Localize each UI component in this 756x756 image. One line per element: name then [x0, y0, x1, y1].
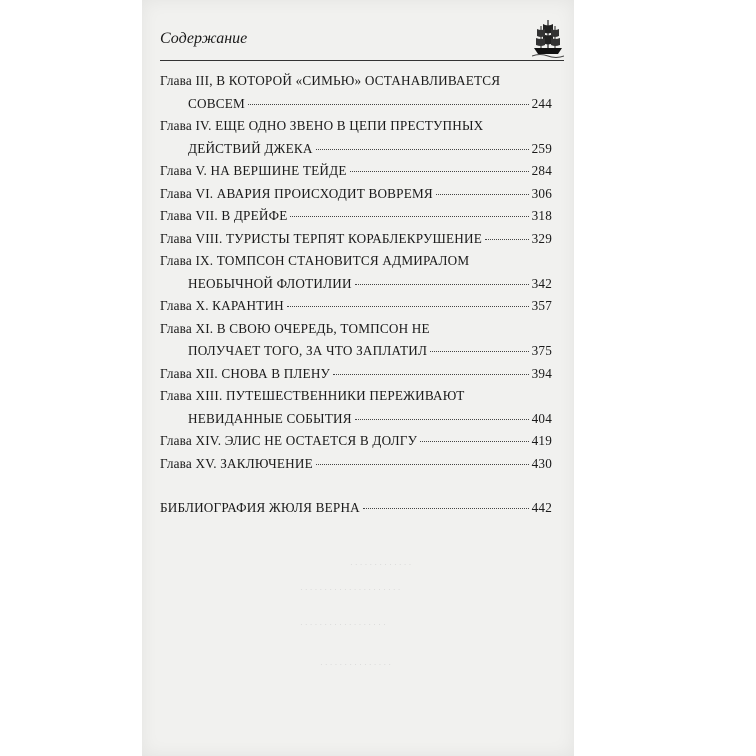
toc-page-number: 404 — [531, 410, 552, 426]
toc-entry-row — [160, 205, 552, 228]
toc-entry — [160, 295, 552, 318]
toc-entry — [160, 70, 552, 115]
dot-leader — [363, 508, 529, 509]
toc-entry-title-line: ПОЛУЧАЕТ ТОГО, ЗА ЧТО ЗАПЛАТИЛ — [188, 343, 428, 358]
toc-entry-title-line: Глава III, В КОТОРОЙ «СИМЬЮ» ОСТАНАВЛИВАЕТСЯ — [160, 73, 501, 88]
header-rule — [160, 60, 564, 61]
dot-leader — [333, 374, 529, 375]
toc-entry — [160, 183, 552, 206]
toc-entry-title-line: Глава IV. ЕЩЕ ОДНО ЗВЕНО В ЦЕПИ ПРЕСТУПНЫХ — [160, 118, 484, 133]
toc-entry — [160, 115, 552, 160]
toc-page-number: 375 — [531, 343, 552, 358]
dot-leader — [485, 239, 529, 240]
table-of-contents — [160, 70, 552, 520]
dot-leader — [316, 149, 529, 150]
toc-entry — [160, 497, 552, 520]
toc-entry — [160, 160, 552, 183]
toc-entry-row — [160, 93, 552, 116]
toc-page-number: 284 — [531, 163, 552, 178]
toc-page-number: 430 — [531, 455, 552, 471]
toc-entry — [160, 453, 552, 476]
toc-entry-row — [160, 408, 552, 431]
toc-entry-row — [160, 430, 552, 453]
toc-entry-row — [160, 497, 552, 520]
toc-entry-title-line: Глава X. КАРАНТИН — [160, 298, 284, 313]
toc-entry-row — [160, 160, 552, 183]
toc-entry-row — [160, 138, 552, 161]
toc-entry — [160, 250, 552, 295]
toc-entry-row — [160, 295, 552, 318]
page-title: Содержание — [160, 30, 248, 47]
toc-entry-row — [160, 363, 552, 386]
toc-page-number: 357 — [531, 298, 552, 313]
dot-leader — [355, 419, 529, 420]
dot-leader — [436, 194, 529, 195]
toc-page-number: 318 — [531, 208, 552, 223]
toc-entry-title-line: СОВСЕМ — [188, 95, 245, 111]
toc-entry-row — [160, 340, 552, 363]
toc-page-number: 419 — [531, 433, 552, 448]
dot-leader — [248, 104, 529, 105]
toc-entry-title-line: Глава XV. ЗАКЛЮЧЕНИЕ — [160, 455, 313, 471]
sailing-ship-icon — [532, 18, 564, 58]
toc-page-number: 329 — [531, 230, 552, 246]
toc-entry — [160, 430, 552, 453]
dot-leader — [287, 306, 529, 307]
page-header — [160, 18, 570, 62]
toc-entry-title-line: Глава IX. ТОМПСОН СТАНОВИТСЯ АДМИРАЛОМ — [160, 253, 470, 268]
toc-page-number: 259 — [531, 140, 552, 156]
toc-entry-row — [160, 228, 552, 251]
toc-page-number: 306 — [531, 185, 552, 201]
toc-entry-title-line: Глава XIII. ПУТЕШЕСТВЕННИКИ ПЕРЕЖИВАЮТ — [160, 388, 465, 403]
toc-entry-title-line: Глава VI. АВАРИЯ ПРОИСХОДИТ ВОВРЕМЯ — [160, 185, 433, 201]
toc-entry-row — [160, 273, 552, 296]
toc-entry — [160, 228, 552, 251]
toc-entry — [160, 318, 552, 363]
toc-entry-title-line: Глава XII. СНОВА В ПЛЕНУ — [160, 365, 331, 381]
dot-leader — [350, 171, 529, 172]
toc-entry-row — [160, 183, 552, 206]
toc-entry-title-line: Глава XIV. ЭЛИС НЕ ОСТАЕТСЯ В ДОЛГУ — [160, 433, 418, 448]
toc-page-number: 342 — [531, 275, 552, 291]
toc-entry-title-line: БИБЛИОГРАФИЯ ЖЮЛЯ ВЕРНА — [160, 500, 360, 515]
toc-entry-title-line: НЕОБЫЧНОЙ ФЛОТИЛИИ — [188, 275, 352, 291]
dot-leader — [430, 351, 528, 352]
dot-leader — [420, 441, 528, 442]
toc-entry-title-line: НЕВИДАННЫЕ СОБЫТИЯ — [188, 410, 352, 426]
toc-entry — [160, 385, 552, 430]
toc-entry-title-line: Глава VIII. ТУРИСТЫ ТЕРПЯТ КОРАБЛЕКРУШЕНИЕ — [160, 230, 482, 246]
toc-entry-title-line: Глава V. НА ВЕРШИНЕ ТЕЙДЕ — [160, 163, 347, 178]
dot-leader — [290, 216, 528, 217]
toc-page-number: 394 — [531, 365, 552, 381]
toc-spacer — [160, 475, 552, 497]
toc-entry — [160, 205, 552, 228]
toc-entry-title-line: Глава VII. В ДРЕЙФЕ — [160, 208, 288, 223]
toc-entry — [160, 363, 552, 386]
toc-page-number: 442 — [531, 500, 552, 515]
toc-entry-title-line: Глава XI. В СВОЮ ОЧЕРЕДЬ, ТОМПСОН НЕ — [160, 320, 430, 336]
dot-leader — [316, 464, 529, 465]
toc-page-number: 244 — [531, 95, 552, 111]
toc-entry-row — [160, 453, 552, 476]
toc-entry-title-line: ДЕЙСТВИЙ ДЖЕКА — [188, 140, 313, 156]
dot-leader — [355, 284, 529, 285]
